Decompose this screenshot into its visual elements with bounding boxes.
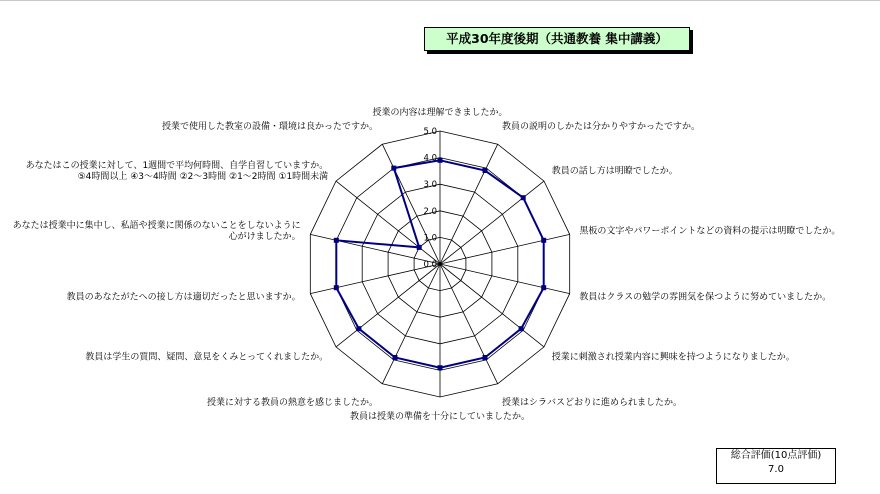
category-label: ⑤4時間以上 ④3～4時間 ②2～3時間 ②1～2時間 ①1時間未満 [77,172,329,183]
series-point [334,238,339,243]
series-point [417,245,422,250]
series-point [519,326,524,331]
category-label: 教員はクラスの勉学の雰囲気を保つように努めていましたか。 [579,292,832,303]
category-label: 授業に刺激され授業内容に興味を持つようになりましたか。 [551,352,795,363]
category-label: 授業の内容は理解できましたか。 [372,108,508,118]
radar-grid [310,131,569,397]
radial-tick-label: 3.0 [423,180,437,191]
category-label: 授業で使用した教室の設備・環境は良かったですか。 [161,122,378,133]
grid-spoke [440,264,570,294]
category-label: 教員は授業の準備を十分にしていましたか。 [349,412,531,422]
radial-tick-label: 0.0 [423,260,437,270]
radial-tick-label: 5.0 [423,127,437,137]
category-label: 教員の話し方は明瞭でしたか。 [551,166,678,177]
series-point [483,355,488,360]
series-point [521,195,526,200]
series-point [438,158,443,163]
category-label: あなたはこの授業に対して、1週間で平均何時間、自学自習していますか。 [25,161,329,172]
category-label: 教員は学生の質問、疑問、意見をくみとってくれましたか。 [85,352,329,363]
series-point [356,326,361,331]
series-point [541,285,546,290]
radial-tick-label: 1.0 [423,233,437,244]
category-label: 黒板の文字やパワーポイントなどの資料の提示は明瞭でしたか。 [579,226,841,237]
grid-spoke [440,234,570,264]
radial-tick-label: 4.0 [423,153,437,164]
category-label: 授業に対する教員の熱意を感じましたか。 [206,397,378,408]
radar-tick-labels [423,127,437,270]
overall-score-label: 総合評価(10点評価) [730,450,822,461]
series-point [334,285,339,290]
category-label: あなたは授業中に集中し、私語や授業に関係のないことをしないように [12,220,301,231]
series-point [541,238,546,243]
chart-title: 平成30年度後期（共通教養 集中講義） [424,27,690,51]
radial-tick-label: 2.0 [423,206,437,217]
category-label: 心がけましたか。 [228,231,301,242]
series-point [391,166,396,171]
category-label: 教員のあなたがたへの接し方は適切だったと思いますか。 [66,292,301,303]
overall-score-box [716,448,836,484]
category-label: 授業はシラバスどおりに進められましたか。 [502,397,683,408]
series-point [483,168,488,173]
grid-spoke [310,264,440,294]
overall-score-value: 7.0 [768,464,784,475]
category-label: 教員の説明のしかたは分かりやすかったですか。 [502,122,701,133]
series-point [438,365,443,370]
series-point [393,355,398,360]
